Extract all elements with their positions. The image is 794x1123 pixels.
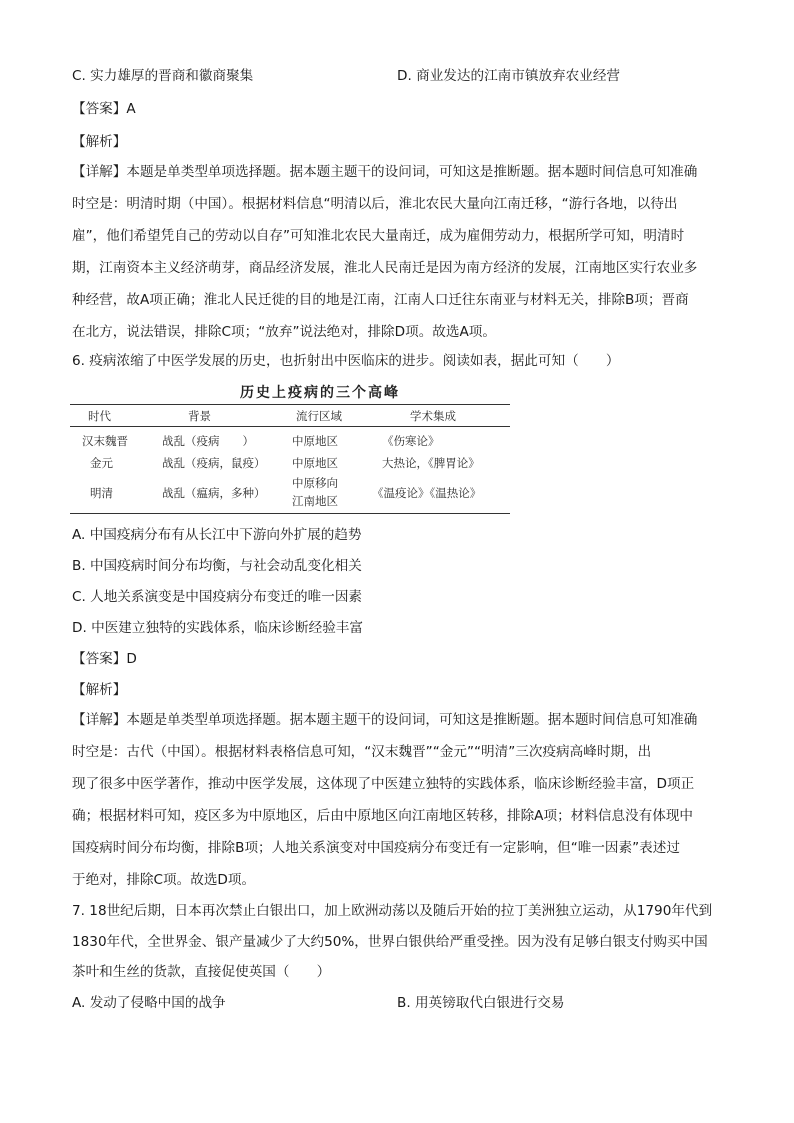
table-cell-works: 《温疫论》《温热论》 [372, 486, 482, 500]
table-cell-region: 江南地区 [292, 494, 338, 508]
q5-detail-line: 【详解】本题是单类型单项选择题。据本题主题干的设问词，可知这是推断题。据本题时间信息可知准确 [72, 164, 698, 180]
q5-detail-line: 在北方，说法错误，排除C项；“放弃”说法绝对，排除D项。故选A项。 [72, 324, 496, 340]
q6-detail-line: 于绝对，排除C项。故选D项。 [72, 872, 256, 888]
q5-detail-line: 时空是：明清时期（中国）。根据材料信息“明清以后，淮北农民大量向江南迁移，“游行各地，以待出 [72, 196, 678, 212]
table-cell-background: 战乱（疫病，鼠疫） [162, 456, 266, 470]
table-cell-region: 中原地区 [292, 434, 338, 448]
q6-detail-line: 现了很多中医学著作，推动中医学发展，这体现了中医建立独特的实践体系，临床诊断经验丰富，D项正 [72, 776, 695, 792]
table-header-era: 时代 [88, 409, 111, 423]
q6-detail-line: 确；根据材料可知，疫区多为中原地区，后由中原地区向江南地区转移，排除A项；材料信息没有体现中 [72, 808, 694, 824]
q6-detail-line: 国疫病时间分布均衡，排除B项；人地关系演变对中国疫病分布变迁有一定影响，但“唯一因素”表述过 [72, 840, 680, 856]
table-cell-era: 金元 [90, 456, 113, 470]
table-header-background: 背景 [188, 409, 211, 423]
table-cell-works: 《伤寒论》 [382, 434, 440, 448]
q7-stem-line: 1830年代，全世界金、银产量减少了大约50%，世界白银供给严重受挫。因为没有足够白银支付购买中国 [72, 934, 708, 950]
q5-detail-line: 期，江南资本主义经济萌芽，商品经济发展，淮北人民南迁是因为南方经济的发展，江南地区实行农业多 [72, 260, 698, 276]
q7-option-a: A. 发动了侵略中国的战争 [72, 995, 226, 1011]
table-cell-era: 汉末魏晋 [82, 434, 128, 448]
q6-detail-line: 时空是：古代（中国）。根据材料表格信息可知，“汉末魏晋”“金元”“明清”三次疫病高峰时期，出 [72, 744, 652, 760]
q5-detail-line: 雇”，他们希望凭自己的劳动以自存”可知淮北农民大量南迁，成为雇佣劳动力，根据所学可知，明清时 [72, 228, 685, 244]
q6-option-c: C. 人地关系演变是中国疫病分布变迁的唯一因素 [72, 589, 363, 605]
table-cell-background: 战乱（瘟病，多种） [162, 486, 266, 500]
q6-detail-line: 【详解】本题是单类型单项选择题。据本题主题干的设问词，可知这是推断题。据本题时间信息可知准确 [72, 712, 698, 728]
q7-option-b: B. 用英镑取代白银进行交易 [397, 995, 565, 1011]
q7-stem-line: 茶叶和生丝的货款，直接促使英国（ ） [72, 964, 331, 980]
table-rule-bottom [70, 513, 510, 514]
table-title: 历史上疫病的三个高峰 [240, 385, 400, 401]
q7-stem-line: 7. 18世纪后期，日本再次禁止白银出口，加上欧洲动荡以及随后开始的拉丁美洲独立运动，从1790年代到 [72, 903, 713, 919]
q5-detail-line: 种经营，故A项正确；淮北人民迁徙的目的地是江南，江南人口迁往东南亚与材料无关，排除B项；晋商 [72, 292, 689, 308]
q5-option-c: C. 实力雄厚的晋商和徽商聚集 [72, 68, 254, 84]
table-header-works: 学术集成 [410, 409, 456, 423]
q5-analysis-label: 【解析】 [72, 134, 127, 150]
table-cell-background: 战乱（疫病 ） [162, 434, 254, 448]
q5-option-d: D. 商业发达的江南市镇放弃农业经营 [397, 68, 621, 84]
q6-option-a: A. 中国疫病分布有从长江中下游向外扩展的趋势 [72, 527, 362, 543]
q6-option-d: D. 中医建立独特的实践体系，临床诊断经验丰富 [72, 620, 363, 636]
table-cell-region: 中原移向 [292, 476, 338, 490]
table-cell-era: 明清 [90, 486, 113, 500]
q6-analysis-label: 【解析】 [72, 682, 127, 698]
q6-answer: 【答案】D [72, 651, 137, 667]
table-cell-works: 大热论，《脾胃论》 [382, 456, 480, 470]
epidemic-table [70, 404, 510, 514]
table-cell-region: 中原地区 [292, 456, 338, 470]
q6-stem: 6. 疫病浓缩了中医学发展的历史，也折射出中医临床的进步。阅读如表，据此可知（ ） [72, 353, 620, 369]
table-rule-header [70, 426, 510, 427]
q5-answer: 【答案】A [72, 101, 136, 117]
q6-option-b: B. 中国疫病时间分布均衡，与社会动乱变化相关 [72, 558, 362, 574]
table-header-region: 流行区域 [296, 409, 342, 423]
table-rule-top [70, 404, 510, 405]
